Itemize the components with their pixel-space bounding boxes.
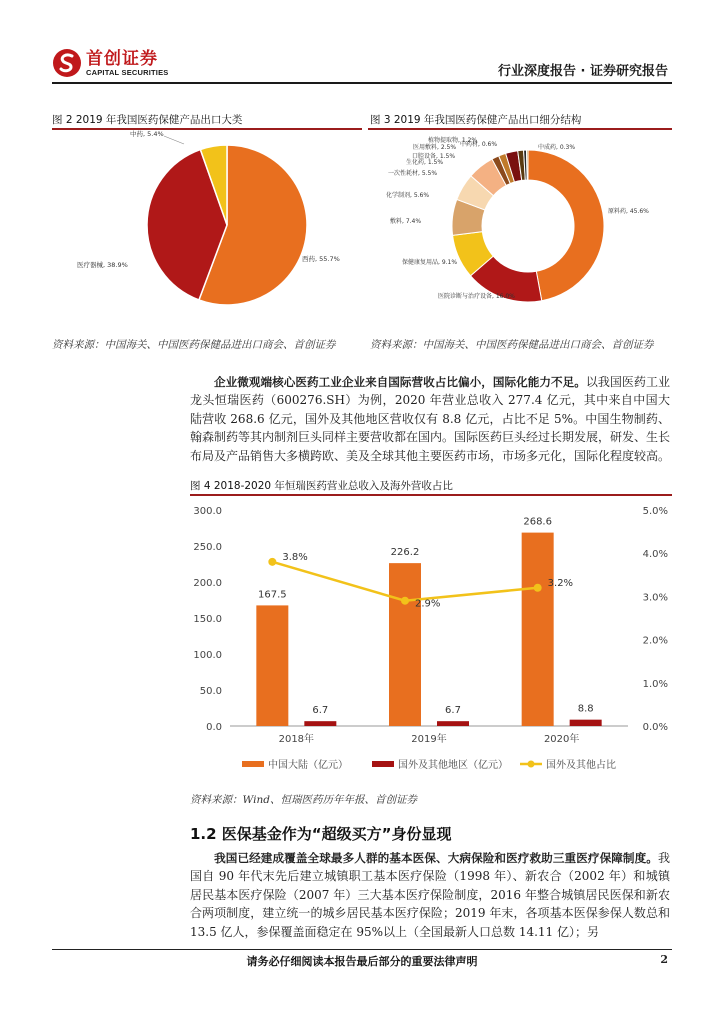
donut-slice-原料药 (528, 150, 604, 301)
pie-label: 西药, 55.7% (302, 255, 340, 263)
right-axis-tick: 5.0% (642, 506, 668, 517)
legend-label: 国外及其他地区（亿元） (398, 760, 508, 771)
category-label: 2020年 (543, 734, 580, 745)
bar-value-label: 226.2 (390, 547, 420, 559)
legal-disclaimer: 请务必仔细阅读本报告最后部分的重要法律声明 (246, 955, 478, 968)
donut-label: 一次性耗材, 5.5% (388, 170, 438, 177)
line-value-label: 3.8% (282, 551, 308, 563)
bar-中国大陆（亿元） (389, 563, 421, 726)
right-axis-tick: 4.0% (642, 549, 668, 561)
bar-value-label: 268.6 (523, 516, 552, 528)
section-heading: 1.2 医保基金作为“超级买方”身份显现 (190, 825, 452, 843)
right-axis-tick: 1.0% (642, 678, 668, 690)
figure2-pie-chart (52, 130, 362, 330)
line-value-label: 3.2% (547, 577, 574, 589)
bar-value-label: 6.7 (445, 705, 461, 717)
figure4-source: 资料来源：Wind、恒瑞医药历年年报、首创证券 (190, 794, 417, 806)
logo-english-name: CAPITAL SECURITIES (86, 67, 169, 77)
bar-中国大陆（亿元） (522, 533, 554, 726)
pie-label: 中药, 5.4% (130, 130, 164, 138)
figure3-donut-chart (368, 130, 672, 330)
leader-line (164, 136, 184, 144)
figure3-source: 资料来源：中国海关、中国医药保健品进出口商会、首创证券 (370, 339, 654, 351)
legend-swatch (372, 761, 394, 767)
left-axis-tick: 0.0 (206, 722, 222, 733)
header-divider (52, 82, 672, 84)
logo-chinese-name: 首创证券 (86, 48, 158, 69)
donut-label: 植物提取物, 1.2% (428, 137, 478, 144)
left-axis-tick: 200.0 (193, 578, 222, 589)
bar-国外及其他地区（亿元） (437, 721, 469, 726)
donut-label: 口腔设备, 1.5% (412, 153, 456, 160)
paragraph-medical-insurance (190, 849, 670, 941)
page-number: 2 (660, 953, 668, 966)
line-value-label: 2.9% (415, 598, 441, 610)
bar-value-label: 6.7 (312, 705, 329, 717)
donut-slice-中成药 (527, 150, 528, 180)
left-axis-tick: 100.0 (193, 650, 222, 661)
report-type: 行业深度报告 · 证券研究报告 (498, 64, 668, 79)
paragraph1-body: 以我国医药工业龙头恒瑞医药（600276.SH）为例，2020 年营业总收入 277.4 亿元，其中来自中国大陆营收 268.6 亿元，国外及其他地区营收仅有 8.8 亿元，占比不足 5%。中国生物制药、翰森制药等其内制剂巨头同样主要营收都在国内。国际医药巨头经过长期发展，研发、生长布局及产品销售大多横跨欧、美及全球其他主要医药市场，市场多元化，国际化程度较高。 (190, 375, 671, 463)
figure4-rule (190, 494, 672, 496)
category-label: 2018年 (278, 734, 315, 745)
pie-label: 医疗器械, 38.9% (77, 261, 128, 269)
donut-label: 保健康复用品, 9.1% (402, 259, 458, 266)
company-logo (52, 48, 169, 78)
line-point (401, 597, 409, 605)
figure3-title: 图 3 2019 年我国医药保健产品出口细分结构 (370, 114, 582, 126)
bar-国外及其他地区（亿元） (570, 720, 602, 726)
legend-label: 国外及其他占比 (546, 760, 616, 771)
bar-value-label: 167.5 (258, 589, 287, 601)
left-axis-tick: 150.0 (193, 614, 222, 625)
left-axis-tick: 250.0 (193, 542, 222, 553)
left-axis-tick: 300.0 (193, 506, 222, 517)
line-point (268, 558, 276, 566)
figure4-title: 图 4 2018-2020 年恒瑞医药营业总收入及海外营收占比 (190, 480, 453, 492)
paragraph2-body: 我国自 90 年代末先后建立城镇职工基本医疗保险（1998 年）、新农合（2002 年）和城镇居民基本医疗保险（2007 年）三大基本医疗保险制度，2016 年整合城镇居民医保和新农合两项制度，建立统一的城乡居民基本医疗保险；2019 年末，各项基本医保参保人数总和 13.5 亿人，参保覆盖面稳定在 95%以上（全国最新人口总数 14.11 亿）；另 (190, 851, 670, 939)
bar-中国大陆（亿元） (256, 605, 288, 726)
left-axis-tick: 50.0 (199, 686, 222, 697)
right-axis-tick: 2.0% (642, 635, 668, 647)
donut-label: 医用敷料, 2.5% (413, 144, 457, 151)
figure4-combo-chart (190, 498, 672, 788)
figure2-title: 图 2 2019 年我国医药保健产品出口大类 (52, 114, 243, 126)
donut-label: 原料药, 45.6% (608, 208, 649, 215)
paragraph1-lead: 企业微观端核心医药工业企业来自国际营收占比偏小，国际化能力不足。 (214, 375, 586, 389)
right-axis-tick: 3.0% (642, 592, 668, 604)
legend-label: 中国大陆（亿元） (268, 760, 348, 771)
donut-label: 中药材, 0.6% (460, 141, 498, 148)
right-axis-tick: 0.0% (642, 722, 668, 733)
logo-mark-icon (52, 48, 82, 78)
figure2-source: 资料来源：中国海关、中国医药保健品进出口商会、首创证券 (52, 339, 336, 351)
donut-label: 化学制剂, 5.6% (386, 192, 430, 199)
donut-label: 生化药, 1.5% (406, 159, 444, 166)
legend-swatch (242, 761, 264, 767)
bar-国外及其他地区（亿元） (304, 721, 336, 726)
line-point (534, 584, 542, 592)
donut-label: 敷料, 7.4% (390, 218, 422, 225)
category-label: 2019年 (411, 734, 447, 745)
legend-marker (528, 761, 535, 768)
paragraph-international-revenue (190, 373, 670, 465)
paragraph2-lead: 我国已经建成覆盖全球最多人群的基本医保、大病保险和医疗救助三重医疗保障制度。 (214, 851, 658, 865)
donut-label: 医院诊断与治疗设备, 16.0% (438, 293, 515, 300)
bar-value-label: 8.8 (577, 703, 594, 715)
footer-divider (52, 949, 672, 950)
donut-label: 中成药, 0.3% (538, 144, 576, 151)
